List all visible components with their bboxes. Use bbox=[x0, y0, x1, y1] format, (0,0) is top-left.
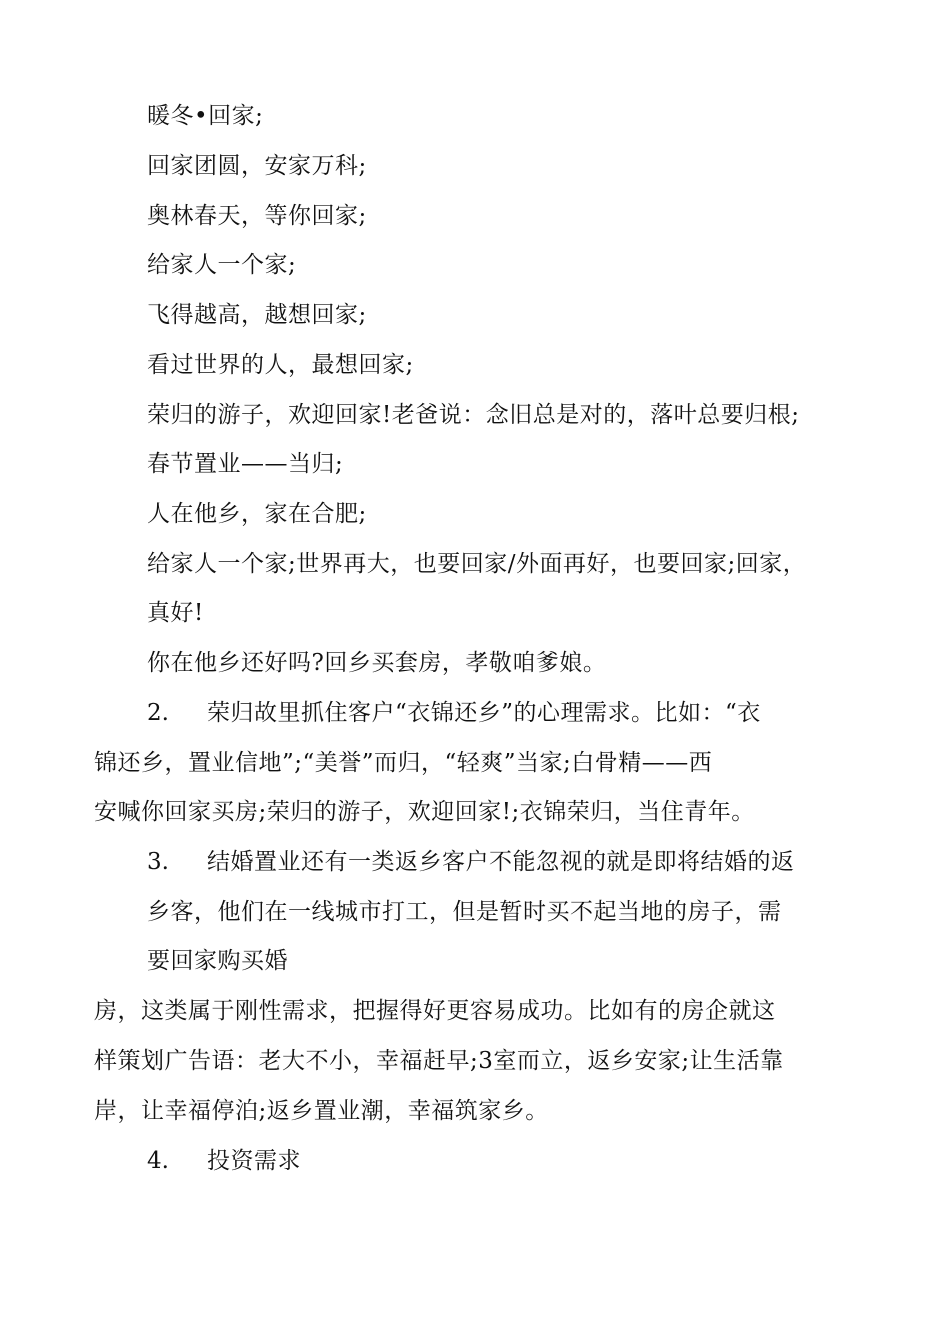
section-3-line-3: 要回家购买婚 bbox=[147, 948, 288, 974]
section-3-line-6: 岸，让幸福停泊;返乡置业潮，幸福筑家乡。 bbox=[94, 1098, 549, 1124]
section-2-line-1: 荣归故里抓住客户“衣锦还乡”的心理需求。比如：“衣 bbox=[207, 700, 761, 726]
section-2-number: 2. bbox=[147, 700, 169, 726]
slogan-line-7: 荣归的游子，欢迎回家!老爸说：念旧总是对的，落叶总要归根; bbox=[147, 402, 800, 428]
section-4-number: 4. bbox=[147, 1148, 169, 1174]
slogan-line-9: 人在他乡，家在合肥; bbox=[147, 501, 367, 527]
slogan-line-6: 看过世界的人，最想回家; bbox=[147, 352, 414, 378]
slogan-line-2: 回家团圆，安家万科; bbox=[147, 153, 367, 179]
slogan-line-12: 你在他乡还好吗?回乡买套房，孝敬咱爹娘。 bbox=[147, 650, 607, 676]
section-2-line-3: 安喊你回家买房;荣归的游子，欢迎回家!;衣锦荣归，当住青年。 bbox=[94, 799, 755, 825]
slogan-line-8: 春节置业——当归; bbox=[147, 451, 344, 477]
slogan-line-11: 真好! bbox=[147, 600, 204, 626]
section-3-line-4: 房，这类属于刚性需求，把握得好更容易成功。比如有的房企就这 bbox=[94, 998, 776, 1024]
section-3-line-2: 乡客，他们在一线城市打工，但是暂时买不起当地的房子，需 bbox=[147, 899, 782, 925]
slogan-line-3: 奥林春天，等你回家; bbox=[147, 203, 367, 229]
section-2-line-2: 锦还乡，置业信地”;“美誉”而归，“轻爽”当家;白骨精——西 bbox=[94, 750, 713, 776]
section-3-number: 3. bbox=[147, 849, 169, 875]
slogan-line-10: 给家人一个家;世界再大，也要回家/外面再好，也要回家;回家， bbox=[147, 551, 807, 577]
section-4-title: 投资需求 bbox=[207, 1148, 301, 1174]
slogan-line-1: 暖冬•回家; bbox=[147, 103, 264, 129]
section-3-line-1: 结婚置业还有一类返乡客户不能忽视的就是即将结婚的返 bbox=[207, 849, 795, 875]
slogan-line-5: 飞得越高，越想回家; bbox=[147, 302, 367, 328]
slogan-line-4: 给家人一个家; bbox=[147, 252, 297, 278]
section-3-line-5: 样策划广告语：老大不小，幸福赶早;3室而立，返乡安家;让生活靠 bbox=[94, 1048, 784, 1074]
